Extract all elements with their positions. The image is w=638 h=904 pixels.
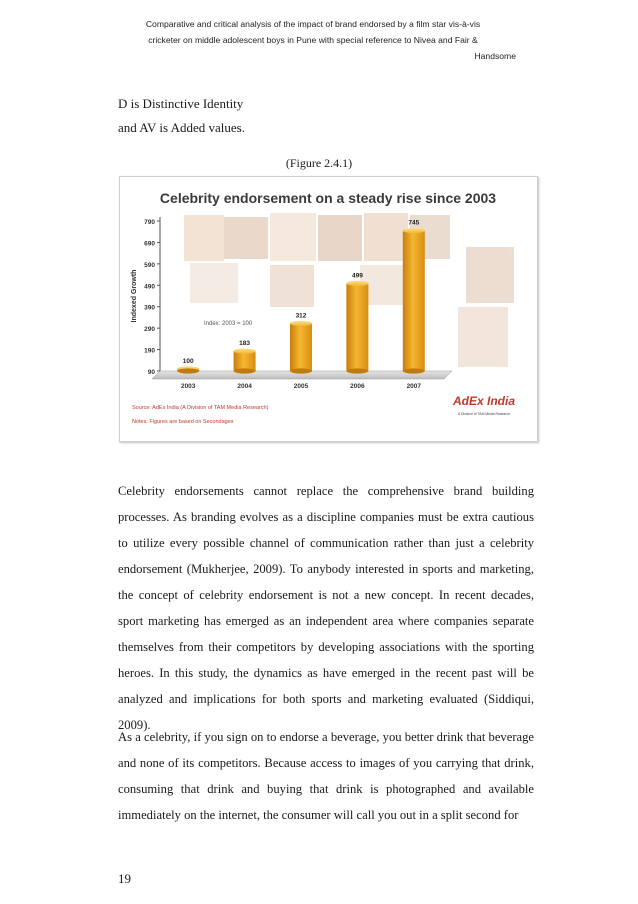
y-tick-label: 590	[144, 261, 155, 269]
x-tick-label-2007: 2007	[406, 383, 422, 390]
bar-2005	[290, 323, 312, 371]
bar-top-2007	[403, 228, 425, 233]
page-number: 19	[118, 871, 131, 886]
bar-top-2004	[234, 348, 256, 353]
bar-base-2005	[290, 368, 312, 373]
bar-base-2003	[177, 368, 199, 373]
y-tick-label: 290	[144, 326, 155, 334]
y-axis-label: Indexed Growth	[131, 269, 138, 323]
intro-line-1: D is Distinctive Identity	[118, 96, 244, 111]
y-tick-label: 390	[144, 304, 155, 312]
data-label-2004: 183	[239, 340, 251, 348]
bar-base-2004	[234, 368, 256, 373]
chart-annotation: Index: 2003 = 100	[204, 321, 253, 327]
header-line-3: Handsome	[474, 51, 516, 61]
x-tick-label-2003: 2003	[180, 383, 196, 390]
x-tick-label-2006: 2006	[350, 383, 365, 390]
photo-tile	[270, 265, 314, 307]
x-tick-label-2005: 2005	[293, 383, 309, 390]
photo-tile	[270, 213, 316, 261]
photo-tile	[466, 247, 514, 303]
header-line-1: Comparative and critical analysis of the impact of brand endorsed by a film star vis-à-vis	[145, 19, 481, 29]
bar-base-2006	[346, 368, 368, 373]
y-tick-label: 90	[147, 369, 155, 376]
chart-title: Celebrity endorsement on a steady rise since 2003	[159, 190, 497, 206]
data-label-2003: 100	[182, 357, 194, 365]
adex-logo: AdEx India	[452, 394, 516, 408]
bar-chart	[120, 177, 537, 441]
x-tick-label-2004: 2004	[237, 383, 252, 390]
adex-logo-subtitle: A Division of TAM Media Research	[457, 412, 511, 416]
y-tick-label: 490	[144, 283, 155, 291]
photo-tile	[224, 217, 268, 259]
photo-tile	[190, 263, 238, 303]
paragraph-2: As a celebrity, if you sign on to endorse a beverage, you better drink that beverage and none of its competitors. Because access to images of you carrying that drink, consuming that drink and buying that drink is photographed and available immediately on the internet, the consumer will call you out in a split second for	[118, 730, 534, 822]
bar-base-2007	[403, 368, 425, 373]
chart-note: Notes: Figures are based on Secondages	[132, 419, 234, 425]
header-line-2: cricketer on middle adolescent boys in Pune with special reference to Nivea and Fair &	[148, 35, 478, 45]
data-label-2007: 745	[408, 219, 420, 227]
intro-line-2: and AV is Added values.	[118, 120, 245, 135]
photo-tile	[364, 213, 408, 261]
y-tick-label: 690	[144, 240, 155, 248]
paragraph-1: Celebrity endorsements cannot replace the comprehensive brand building processes. As branding evolves as a discipline companies must be extra cautious to utilize every possible channel of communication rather than just a celebrity endorsement (Mukherjee, 2009). To anybody interested in sports and marketing, the concept of celebrity endorsement is not a new concept. In recent decades, sport marketing has emerged as an independent area where companies separate themselves from their competitors by developing associations with the sporting heroes. In this study, the dynamics as have emerged in the recent past will be analyzed and implications for both sports and marketing evaluated (Siddiqui, 2009).	[118, 484, 534, 732]
bar-2004	[234, 351, 256, 371]
photo-tile	[458, 307, 508, 367]
photo-tile	[318, 215, 362, 261]
y-tick-label: 190	[144, 347, 155, 355]
page-header	[110, 16, 516, 64]
bar-top-2005	[290, 321, 312, 326]
bar-2006	[346, 283, 368, 371]
data-label-2005: 312	[295, 312, 307, 320]
bar-2007	[403, 231, 425, 371]
intro-text	[118, 92, 538, 140]
data-label-2006: 499	[351, 272, 363, 280]
figure-caption: (Figure 2.4.1)	[285, 156, 353, 170]
photo-tile	[184, 215, 224, 261]
chart-figure	[119, 176, 538, 442]
chart-source: Source: AdEx India (A Division of TAM Media Research)	[132, 405, 269, 411]
y-tick-label: 790	[144, 219, 155, 226]
bar-top-2006	[346, 281, 368, 286]
